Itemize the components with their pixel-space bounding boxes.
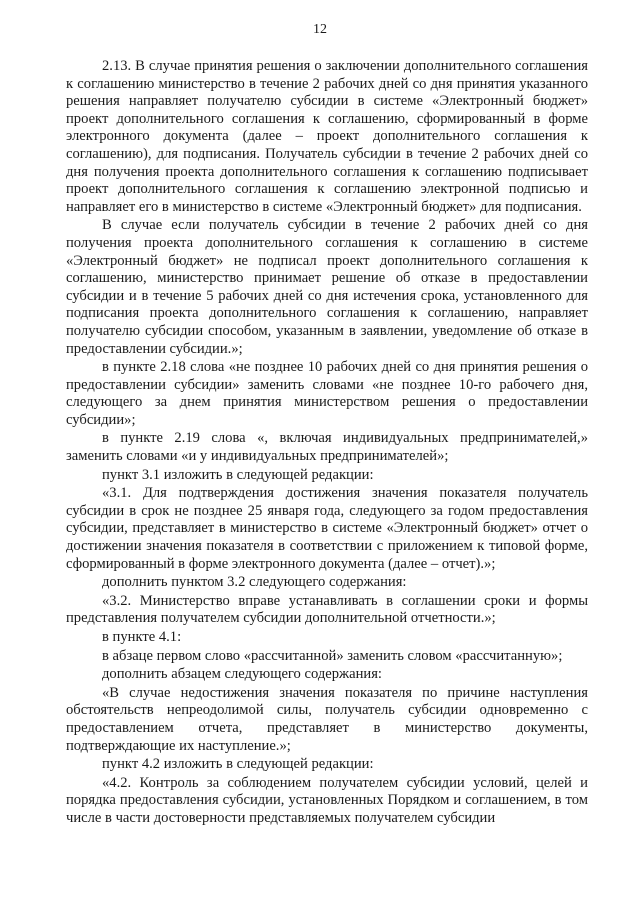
paragraph-2-18: в пункте 2.18 слова «не позднее 10 рабочих дней со дня принятия решения о предоставлении субсидии» заменить словами «не позднее 10-го рабочего дня, следующего за днем принятия министерством решения о предоставлении субсидии»; (66, 359, 588, 428)
paragraph-2-13: 2.13. В случае принятия решения о заключении дополнительного соглашения к соглашению министерство в течение 2 рабочих дней со дня принятия указанного решения направляет получателю субсидии в системе «Электронный бюджет» проект дополнительного соглашения к соглашению, сформированный в форме электронного документа (далее – проект дополнительного соглашения к соглашению), для подписания. Получатель субсидии в течение 2 рабочих дней со дня получения проекта дополнительного соглашения к соглашению подписывает проект дополнительного соглашения к соглашению электронной подписью и направляет его в министерство в системе «Электронный бюджет» для подписания. (66, 58, 588, 215)
paragraph-4-1-first: в абзаце первом слово «рассчитанной» заменить словом «рассчитанную»; (102, 647, 563, 664)
page-number: 12 (313, 22, 327, 37)
paragraph-3-1-intro: пункт 3.1 изложить в следующей редакции: (102, 466, 374, 483)
paragraph-3-2-intro: дополнить пунктом 3.2 следующего содержания: (102, 574, 407, 591)
document-body (66, 58, 588, 828)
paragraph-force-majeure: «В случае недостижения значения показателя по причине наступления обстоятельств непреодолимой силы, получатель субсидии одновременно с предоставлением отчета, представляет в министерство документы, подтверждающие их наступление.»; (66, 684, 588, 754)
paragraph-4-1-intro: в пункте 4.1: (102, 629, 182, 645)
paragraph-refusal: В случае если получатель субсидии в течение 2 рабочих дней со дня получения проекта дополнительного соглашения к соглашению в системе «Электронный бюджет» не подписал проект дополнительного соглашения к соглашению, министерство принимает решение об отказе в предоставлении субсидии и в течение 5 рабочих дней со дня истечения срока, установленного для подписания проекта дополнительного соглашения к соглашению, направляет получателю субсидии способом, указанным в заявлении, уведомление об отказе в предоставлении субсидии.»; (66, 217, 588, 357)
paragraph-4-2-intro: пункт 4.2 изложить в следующей редакции: (102, 756, 374, 773)
paragraph-4-1-add: дополнить абзацем следующего содержания: (102, 666, 382, 683)
paragraph-3-1: «3.1. Для подтверждения достижения значения показателя получатель субсидии в срок не позднее 25 января года, следующего за годом предоставления субсидии, представляет в министерство в системе «Электронный бюджет» отчет о достижении значения показателя в соответствии с приложением к типовой форме, сформированный в форме электронного документа (далее – отчет).»; (66, 485, 588, 572)
paragraph-4-2: «4.2. Контроль за соблюдением получателем субсидии условий, целей и порядка предоставления субсидии, установленных Порядком и соглашением, в том числе в части достоверности представляемых получателем субсидии (66, 774, 588, 826)
paragraph-2-19: в пункте 2.19 слова «, включая индивидуальных предпринимателей,» заменить словами «и у индивидуальных предпринимателей»; (66, 430, 588, 465)
paragraph-3-2: «3.2. Министерство вправе устанавливать в соглашении сроки и формы представления получателем субсидии дополнительной отчетности.»; (66, 592, 588, 627)
